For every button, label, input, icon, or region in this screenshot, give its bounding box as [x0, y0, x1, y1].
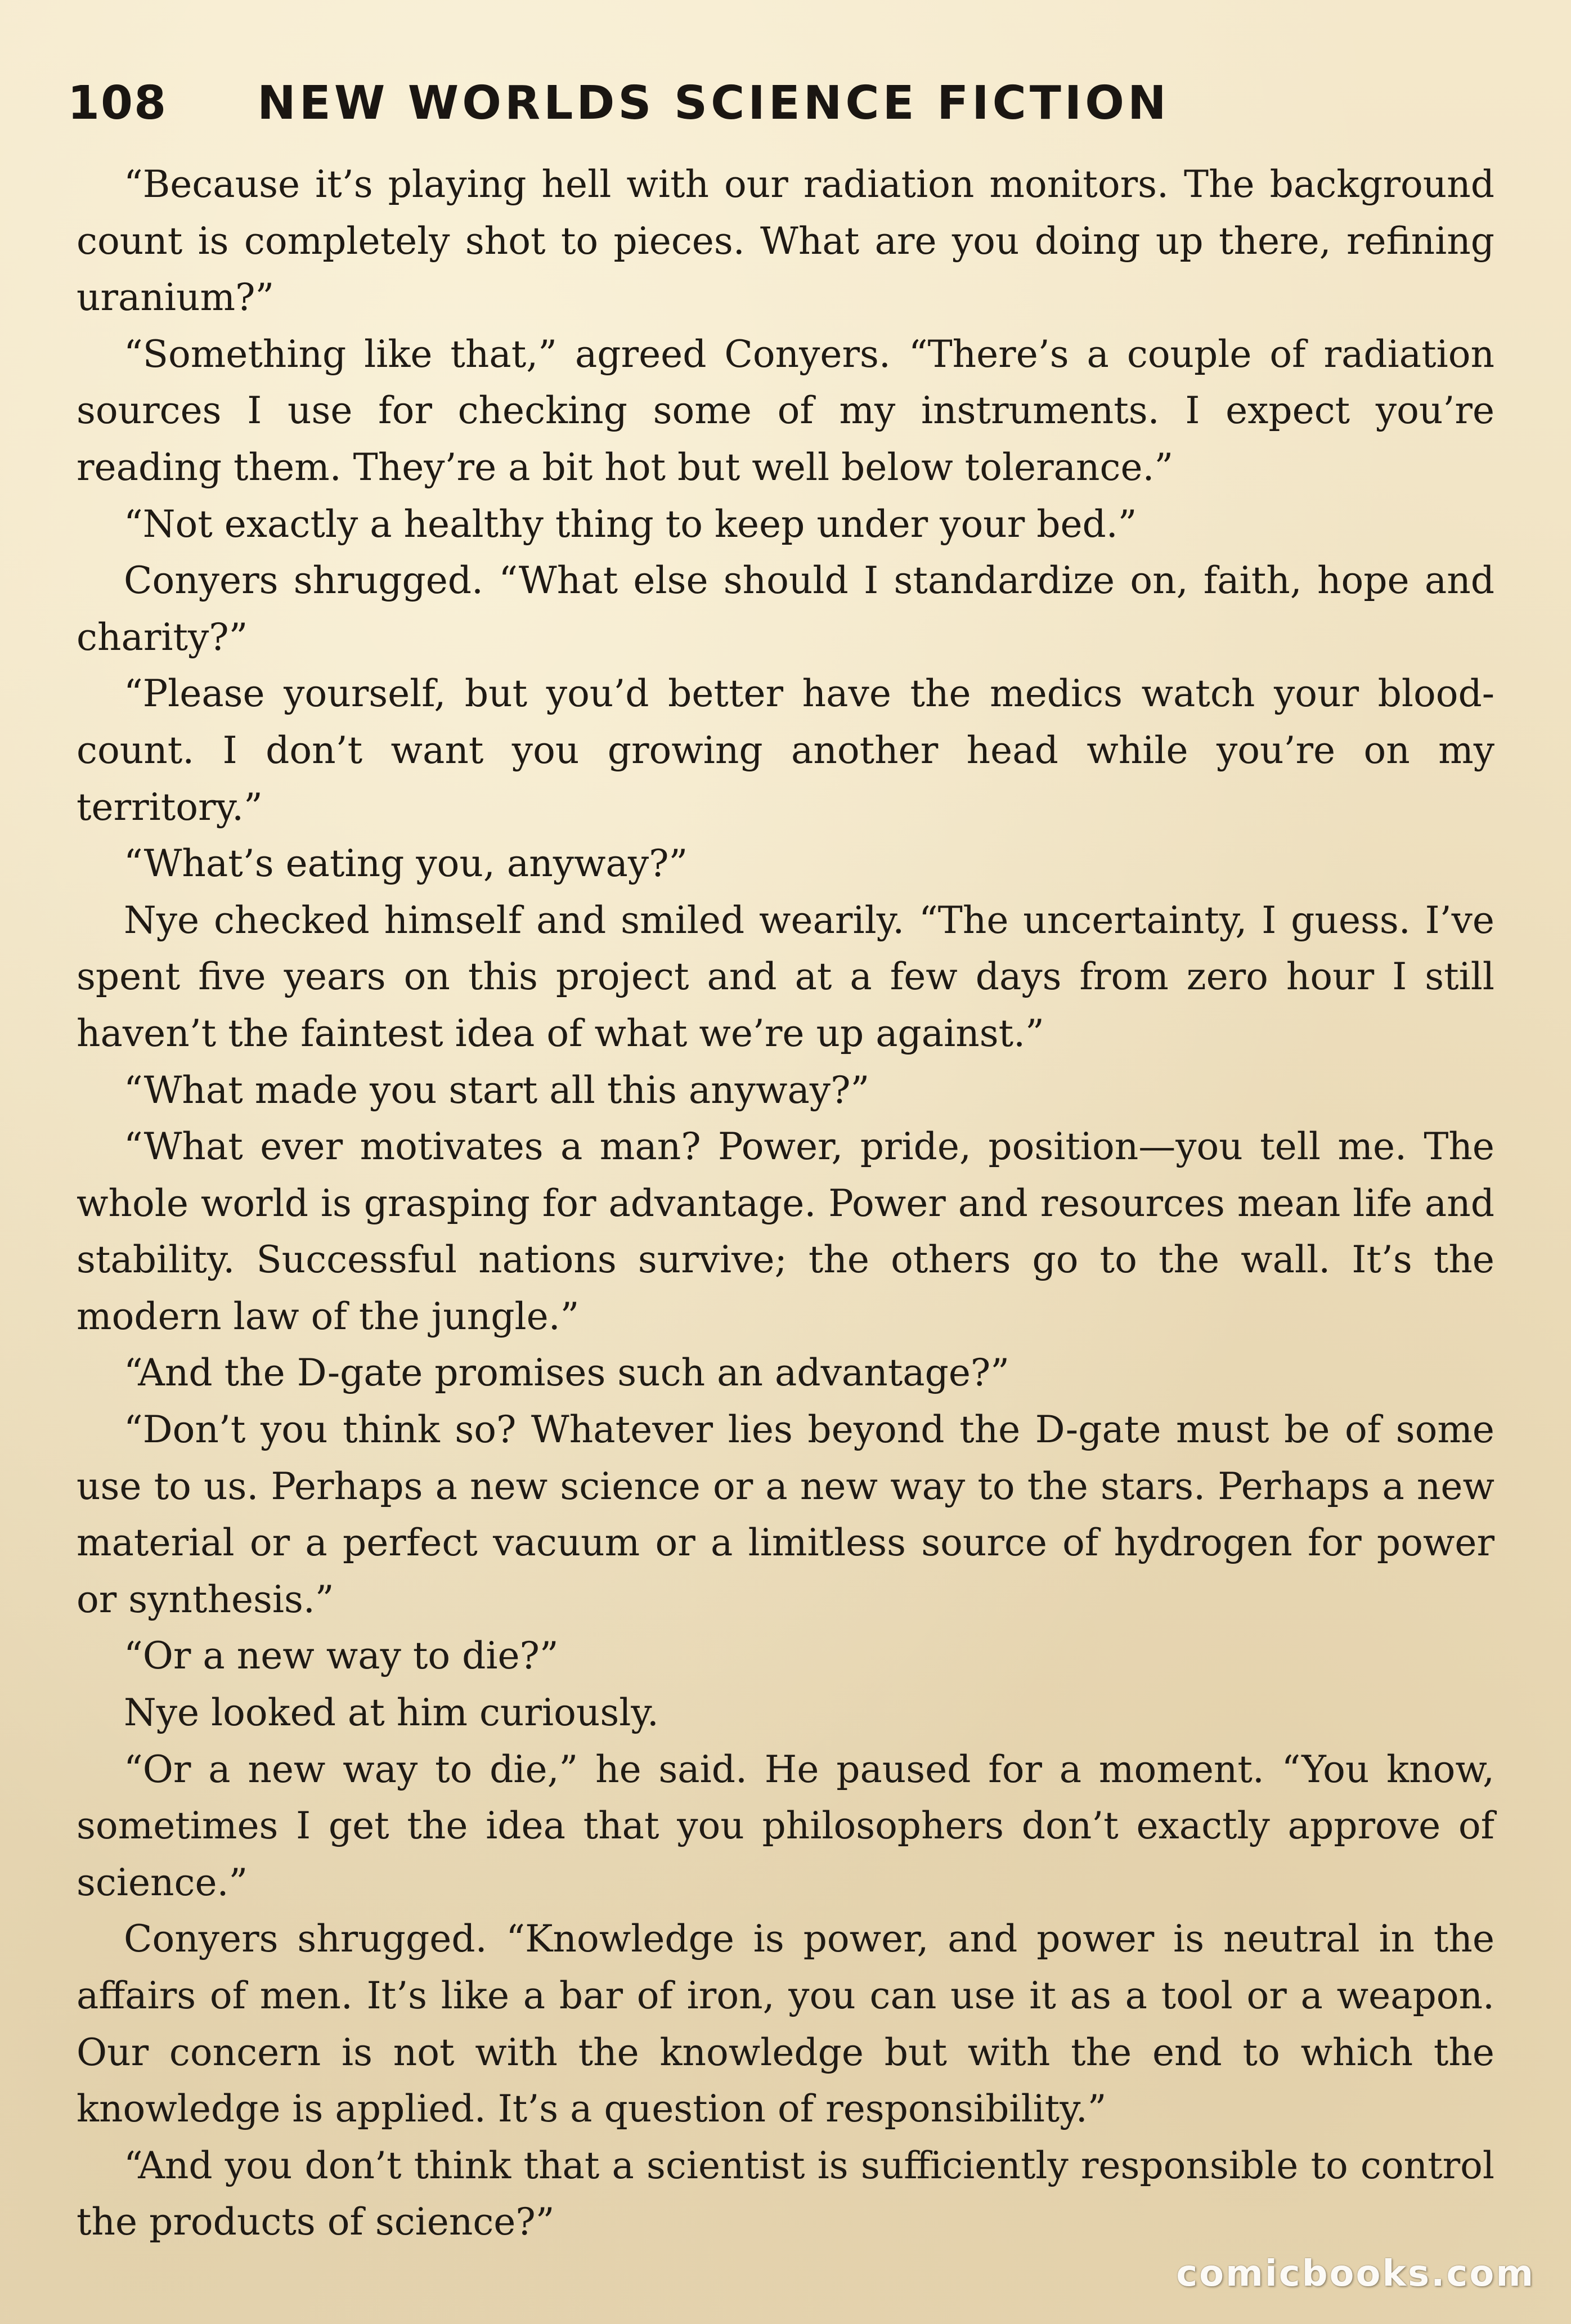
paragraph: “Or a new way to die,” he said. He paused for a moment. “You know, sometimes I get the idea that you philosophers don’t exactly approve of science.”: [77, 1747, 1494, 1904]
watermark-logo: comicbooks.com: [1176, 2253, 1535, 2295]
paragraph: “Or a new way to die?”: [124, 1634, 559, 1678]
page-number: 108: [68, 77, 168, 130]
paragraph: Conyers shrugged. “What else should I standardize on, faith, hope and charity?”: [77, 559, 1494, 659]
paragraph: Nye looked at him curiously.: [124, 1691, 659, 1735]
paragraph: “Not exactly a healthy thing to keep under your bed.”: [124, 502, 1137, 546]
paragraph: “Something like that,” agreed Conyers. “There’s a couple of radiation sources I use for checking some of my instruments. I expect you’re reading them. They’re a bit hot but well below tolerance.”: [77, 332, 1494, 489]
paragraph: Nye checked himself and smiled wearily. “The uncertainty, I guess. I’ve spent five years on this project and at a few days from zero hour I still haven’t the faintest idea of what we’re up against.”: [77, 898, 1494, 1055]
paragraph: “Please yourself, but you’d better have the medics watch your blood-count. I don’t want you growing another head while you’re on my territory.”: [77, 672, 1494, 829]
paragraph: “What ever motivates a man? Power, pride, position—you tell me. The whole world is grasping for advantage. Power and resources mean life and stability. Successful nations survive; the others go to the wall. It’s the modern law of the jungle.”: [77, 1125, 1494, 1338]
paragraph: “What made you start all this anyway?”: [124, 1068, 870, 1112]
running-title: NEW WORLDS SCIENCE FICTION: [257, 77, 1170, 130]
paragraph: Conyers shrugged. “Knowledge is power, and power is neutral in the affairs of men. It’s like a bar of iron, you can use it as a tool or a weapon. Our concern is not with the knowledge but with the end to which the knowledge is applied. It’s a question of responsibility.”: [77, 1917, 1494, 2131]
paragraph: “And the D-gate promises such an advantage?”: [124, 1351, 1010, 1395]
paragraph: “What’s eating you, anyway?”: [124, 842, 688, 886]
paragraph: “And you don’t think that a scientist is sufficiently responsible to control the products of science?”: [77, 2143, 1494, 2244]
story-text: [77, 156, 1494, 2251]
paragraph: “Don’t you think so? Whatever lies beyond the D-gate must be of some use to us. Perhaps a new science or a new way to the stars. Perhaps a new material or a perfect vacuum or a limitless source of hydrogen for power or synthesis.”: [77, 1408, 1494, 1621]
paragraph: “Because it’s playing hell with our radiation monitors. The background count is completely shot to pieces. What are you doing up there, refining uranium?”: [77, 163, 1494, 320]
page-header: [68, 77, 1170, 138]
